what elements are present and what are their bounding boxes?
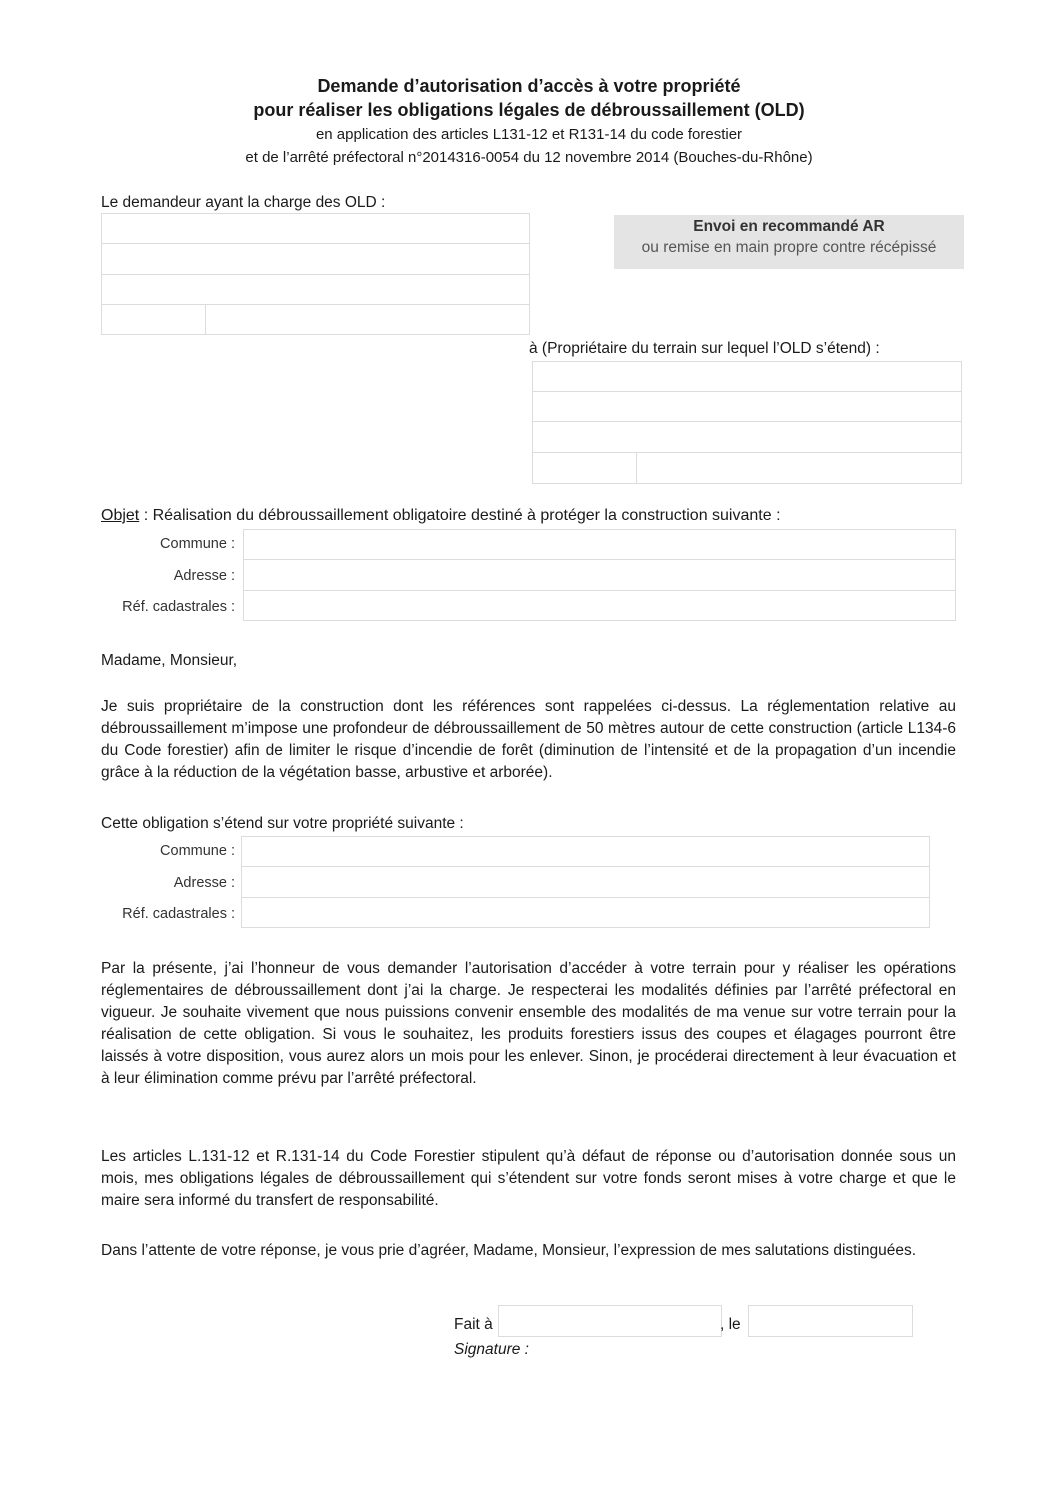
obligation-adresse-label: Adresse : [173,875,235,891]
greeting: Madame, Monsieur, [101,652,238,669]
date-field[interactable] [748,1305,913,1337]
fait-a-field[interactable] [498,1305,722,1337]
objet-adresse-field[interactable] [243,559,956,591]
signature-label: Signature : [454,1341,529,1358]
proprietaire-city-field[interactable] [636,452,962,484]
obligation-commune-label: Commune : [160,843,235,859]
objet-text: : Réalisation du débroussaillement obligatoire destiné à protéger la construction suivante : [139,507,781,524]
demandeur-field-1[interactable] [101,213,530,244]
title-line-1: Demande d’autorisation d’accès à votre propriété [317,76,741,96]
proprietaire-field-1[interactable] [532,361,962,392]
proprietaire-postcode-field[interactable] [532,452,637,484]
demandeur-city-field[interactable] [205,304,530,335]
demandeur-field-3[interactable] [101,274,530,305]
subtitle-line-1: en application des articles L131-12 et R131-14 du code forestier [315,126,743,143]
demandeur-label: Le demandeur ayant la charge des OLD : [101,194,386,211]
fait-a-label: Fait à [454,1316,493,1333]
objet-ref-label: Réf. cadastrales : [122,599,235,615]
objet-commune-label: Commune : [160,536,235,552]
obligation-label: Cette obligation s’étend sur votre propriété suivante : [101,815,464,832]
obligation-ref-field[interactable] [241,897,930,928]
proprietaire-label: à (Propriétaire du terrain sur lequel l’OLD s’étend) : [529,340,880,357]
obligation-ref-label: Réf. cadastrales : [122,906,235,922]
obligation-commune-field[interactable] [241,836,930,867]
objet-keyword: Objet [101,507,140,524]
objet-heading [101,505,781,527]
title-line-2: pour réaliser les obligations légales de débroussaillement (OLD) [253,100,805,120]
envoi-line-2: ou remise en main propre contre récépissé [641,239,937,256]
objet-ref-field[interactable] [243,590,956,621]
objet-adresse-label: Adresse : [173,568,235,584]
paragraph-1: Je suis propriétaire de la construction dont les références sont rappelées ci-dessus. La réglementation relative au débroussaillement m’impose une profondeur de débroussaillement de 50 mètres autour de cette construction (article L134-6 du Code forestier) afin de limiter le risque d’incendie de forêt (diminution de l’intensité et de la propagation d’un incendie grâce à la réduction de la végétation basse, arbustive et arborée). [101,698,956,781]
subtitle-line-2: et de l’arrêté préfectoral n°2014316-0054 du 12 novembre 2014 (Bouches-du-Rhône) [245,149,813,166]
obligation-adresse-field[interactable] [241,866,930,898]
envoi-line-1: Envoi en recommandé AR [693,218,885,235]
objet-commune-field[interactable] [243,529,956,560]
proprietaire-field-3[interactable] [532,421,962,453]
paragraph-2: Par la présente, j’ai l’honneur de vous demander l’autorisation d’accéder à votre terrain pour y réaliser les opérations réglementaires de débroussaillement dont j’ai la charge. Je respecterai les modalités définies par l’arrêté préfectoral en vigueur. Je souhaite vivement que nous puissions convenir ensemble des modalités de ma venue sur votre terrain pour la réalisation de cette obligation. Si vous le souhaitez, les produits forestiers issus des coupes et élagages pourront être laissés à votre disposition, vous aurez alors un mois pour les enlever. Sinon, je procéderai directement à leur évacuation et à leur élimination comme prévu par l’arrêté préfectoral. [101,960,956,1087]
demandeur-field-2[interactable] [101,243,530,275]
envoi-box [614,215,964,269]
date-label: , le [720,1316,741,1333]
paragraph-4: Dans l’attente de votre réponse, je vous prie d’agréer, Madame, Monsieur, l’expression de mes salutations distinguées. [101,1242,917,1259]
proprietaire-field-2[interactable] [532,391,962,422]
paragraph-3: Les articles L.131-12 et R.131-14 du Code Forestier stipulent qu’à défaut de réponse ou d’autorisation donnée sous un mois, mes obligations légales de débroussaillement qui s’étendent sur votre fonds seront mises à votre charge et que le maire sera informé du transfert de responsabilité. [101,1148,956,1209]
demandeur-postcode-field[interactable] [101,304,206,335]
